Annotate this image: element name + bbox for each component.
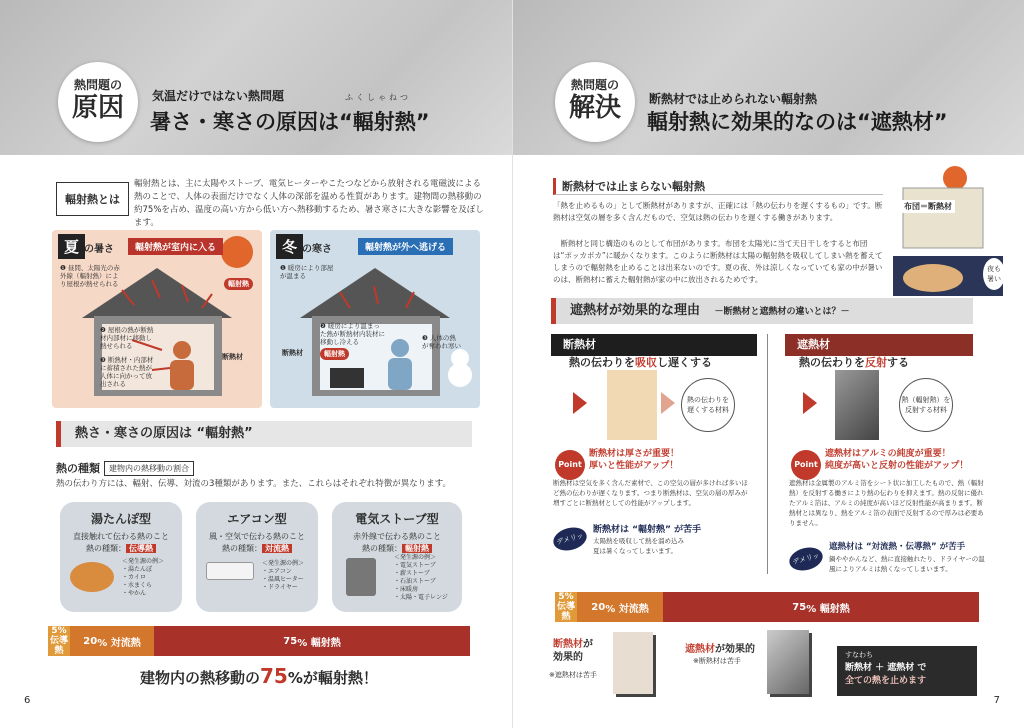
bar-radiant-pct: 75 [792, 601, 807, 613]
eff2-head: が効果的 [715, 644, 755, 655]
electric-heater-icon [346, 558, 376, 596]
type-desc [60, 531, 182, 555]
bar-conduction: 5% 伝導熱 [49, 626, 68, 656]
shield-head-red: 反射 [865, 356, 887, 369]
combo-main: 断熱材 ＋ 遮熱材 で [845, 663, 927, 673]
kinds-text: 熱の伝わり方には、輻射、伝導、対流の3種類があります。また、これらはそれぞれ特徴が異なります。 [56, 479, 452, 489]
type-kind: 対流熱 [262, 544, 292, 553]
reason-subtitle: －断熱材と遮熱材の違いとは？－ [714, 307, 850, 317]
type-kind-prefix: 熱の種類： [86, 544, 126, 553]
page-number-right: 7 [993, 695, 1000, 706]
type-kind: 伝導熱 [126, 544, 156, 553]
bar-convection-label: % 対流熱 [97, 637, 141, 649]
shield-demerit-badge: デメリット [787, 544, 826, 574]
type-desc [196, 531, 318, 555]
shield-point-badge: Point [791, 450, 821, 480]
right-page [512, 0, 1024, 728]
type-name: エアコン型 [227, 512, 287, 526]
winter-label: の寒さ [302, 244, 332, 255]
badge-big-text: 原因 [71, 93, 124, 123]
futon-label: 布団＝断熱材 [901, 200, 955, 213]
night-label: 夜も 暑い [983, 258, 1005, 290]
shield-head-post: する [887, 356, 909, 369]
winter-note-1: ❶ 暖房により部屋が温まる [280, 264, 334, 280]
summer-panel [52, 230, 262, 408]
winter-insul-label: 断熱材 [282, 349, 303, 357]
winter-kanji: 冬 [276, 234, 303, 259]
badge-small-text: 熱問題の [73, 78, 122, 92]
left-section-heading: 熱さ・寒さの原因は “輻射熱” [56, 421, 472, 447]
kinds-subtitle: 建物内の熱移動の割合 [104, 461, 194, 476]
bar-convection-pct: 20 [591, 601, 606, 613]
insul-head-post: し遅くする [657, 356, 712, 369]
insul-point-head: 断熱材は厚さが重要！ 厚いと性能がアップ！ [589, 449, 680, 471]
type-desc-text: 赤外線で伝わる熱のこと [353, 532, 441, 541]
eff1-heading [553, 638, 593, 664]
arrow-icon [573, 392, 587, 414]
winter-note-2: ❷ 暖房により温まった熱が断熱材内装材に移動し冷える [320, 322, 385, 346]
type-examples: ＜発生源の例＞ ・電気ストーブ ・薪ストーブ ・石油ストーブ ・床暖房 ・太陽・電子レンジ [394, 554, 448, 601]
conclusion-num: 75 [260, 664, 288, 688]
shield-heading [799, 354, 909, 370]
bar-radiant [154, 626, 470, 656]
def-label: 輻射熱とは [56, 182, 129, 216]
conclusion-pre: 建物内の熱移動の [140, 669, 261, 687]
def-text: 輻射熱とは、主に太陽やストーブ、電気ヒーターやこたつなどから放射される電磁波による熱のことで、人体の表面だけでなく人体の深部を温める性質があります。建物間の熱移動の約75%を占め、温度の高い方から低い方へ熱移動するため、暑さ寒さに大きな影響を及ぼします。 [134, 179, 484, 228]
intro-text-1: 「熱を止めるもの」として断熱材がありますが、正確には「熱の伝わりを遅くするもの」です。断熱材は空気の層を多く含んだもので、空気は熱の伝わりを遅くする働きがあります。 [553, 201, 883, 222]
kinds-title: 熱の種類 [56, 462, 100, 475]
bar-convection-label: % 対流熱 [605, 603, 649, 615]
heat-ratio-bar-right [555, 592, 979, 622]
foil-sheet [835, 370, 879, 440]
type-kind: 輻射熱 [402, 544, 432, 553]
bar-conduction: 5% 伝導熱 [556, 592, 575, 622]
insulation-block [607, 370, 657, 440]
bar-convection [577, 592, 663, 622]
insul-point-badge: Point [555, 450, 585, 480]
summer-radiant-label: 輻射熱 [224, 278, 253, 290]
combo-box [837, 646, 977, 696]
air-conditioner-icon [206, 562, 254, 580]
left-title: 暑さ・寒さの原因は“輻射熱” [150, 110, 430, 134]
type-desc-text: 直接触れて伝わる熱のこと [73, 532, 169, 541]
shield-demerit-head: 遮熱材は “対流熱・伝導熱” が苦手 [829, 542, 966, 552]
insul-circle: 熱の伝わりを 遅くする材料 [681, 378, 735, 432]
bar-convection [70, 626, 154, 656]
left-subtitle: 気温だけではない熱問題 [152, 89, 285, 103]
summer-label: の暑さ [84, 244, 114, 255]
reason-heading [551, 298, 973, 324]
type-desc [332, 531, 462, 555]
type-desc-text: 風・空気で伝わる熱のこと [209, 532, 305, 541]
insul-demerit-text: 太陽熱を吸収して熱を溜め込み 夏は暑くなってしまいます。 [593, 537, 684, 555]
title-ruby: ふくしゃねつ [345, 93, 411, 102]
hot-water-bottle-icon [70, 562, 114, 592]
insulation-sample [613, 632, 653, 694]
bar-convection-pct: 20 [83, 635, 98, 647]
bar-radiant-pct: 75 [283, 635, 298, 647]
summer-kanji: 夏 [58, 234, 85, 259]
summer-insul-label: 断熱材 [222, 353, 243, 361]
insul-heading [569, 354, 712, 370]
summer-note-2: ❷ 屋根の熱が断熱材内部材に移動し熱せられる [100, 326, 154, 350]
shield-circle: 熱（輻射熱）を 反射する材料 [899, 378, 953, 432]
type-kind-prefix: 熱の種類： [222, 544, 262, 553]
type-card-aircon [196, 502, 318, 612]
bar-radiant [663, 592, 979, 622]
winter-panel [270, 230, 480, 408]
eff1-head: が 効果的 [553, 639, 593, 663]
foil-sample [767, 630, 809, 694]
eff1-note: ※遮熱材は苦手 [549, 671, 597, 679]
badge-big-text: 解決 [568, 93, 621, 123]
combo-pre: すなわち [845, 651, 873, 659]
insul-head-pre: 熱の伝わりを [569, 356, 635, 369]
heat-ratio-bar [48, 626, 470, 656]
bar-radiant-label: % 輻射熱 [297, 637, 341, 649]
intro-heading: 断熱材では止まらない輻射熱 [553, 178, 883, 195]
page-number-left: 6 [24, 695, 31, 706]
insul-demerit-badge: デメリット [551, 524, 590, 554]
eff2-head-red: 遮熱材 [685, 644, 715, 655]
type-name: 湯たんぽ型 [90, 512, 151, 526]
shield-head-pre: 熱の伝わりを [799, 356, 865, 369]
right-title: 輻射熱に効果的なのは“遮熱材” [647, 110, 948, 134]
type-name: 電気ストーブ型 [355, 512, 439, 526]
winter-tag: 輻射熱が外へ逃げる [358, 238, 453, 255]
insul-tab: 断熱材 [551, 334, 757, 356]
eff1-head-red: 断熱材 [553, 639, 583, 650]
summer-tag: 輻射熱が室内に入る [128, 238, 223, 255]
combo-sub: 全ての熱を止めます [845, 676, 927, 686]
insul-demerit-head: 断熱材は “輻射熱” が苦手 [593, 525, 702, 535]
right-subtitle: 断熱材では止められない輻射熱 [649, 92, 818, 106]
badge-solution [555, 62, 635, 142]
conclusion-post: %が輻射熱！ [287, 669, 378, 687]
summer-note-1: ❶ 昼間、太陽光の赤外線（輻射熱）により屋根が熱せられる [60, 264, 120, 288]
column-divider [767, 334, 768, 574]
type-examples: ＜発生源の例＞ ・エアコン ・温風ヒーター ・ドライヤー [262, 560, 305, 591]
badge-small-text: 熱問題の [570, 78, 619, 92]
bar-radiant-label: % 輻射熱 [806, 603, 850, 615]
shield-point-text: 遮熱材は金属製のアルミ箔をシート状に加工したもので、熱（輻射熱）を反射する働きにより熱の伝わりを抑えます。熱の反射に優れたアルミ箔は、アルミの純度が高いほど反射性能が高まります。断熱材とは異なり、熱をアルミ箔の表面で反射するので厚みは必要ありません。 [789, 479, 984, 527]
winter-radiant-label: 輻射熱 [320, 348, 349, 360]
type-examples: ＜発生源の例＞ ・湯たんぽ ・カイロ ・水まくら ・やかん [122, 558, 165, 597]
intro-text-2: 断熱材と同じ構造のものとして布団があります。布団を太陽光に当て天日干しをすると布団は“ポッカポカ”に暖かくなります。このように断熱材は太陽の輻射熱を吸収してしまい熱を蓄えてしまうので輻射熱を止めることは出来ないのです。夏の夜、外は涼しくなっていても家の中が暑いのは、断熱材に蓄えた輻射熱が家の中に放出されるためです。 [553, 239, 883, 284]
shield-demerit-text: 鍋ややかんなど、熱に直接触れたり、ドライヤーの温風によりアルミは熱くなってしまいます。 [829, 555, 985, 573]
reason-title: 遮熱材が効果的な理由 [570, 303, 701, 318]
summer-note-3: ❸ 断熱材・内部材に蓄積された熱が人体に向かって放出される [100, 356, 154, 388]
arrow-icon [661, 392, 675, 414]
shield-point-head: 遮熱材はアルミの純度が重要！ 純度が高いと反射の性能がアップ！ [825, 449, 969, 471]
shield-tab: 遮熱材 [785, 334, 973, 356]
badge-cause [58, 62, 138, 142]
winter-note-3: ❸ 人体の熱が奪われ寒い [422, 334, 461, 350]
type-card-hot-water [60, 502, 182, 612]
insul-point-text: 断熱材は空気を多く含んだ素材で、この空気の層が多ければ多いほど熱の伝わりが遅くなります。つまり断熱材は、空気の層の厚みが増すごとに断熱材としての性能がアップします。 [553, 479, 748, 507]
arrow-icon [803, 392, 817, 414]
type-card-heater [332, 502, 462, 612]
eff2-heading [685, 640, 755, 655]
eff2-note: ※断熱材は苦手 [693, 657, 741, 665]
type-kind-prefix: 熱の種類： [362, 544, 402, 553]
insul-head-red: 吸収 [635, 356, 657, 369]
conclusion [140, 664, 378, 688]
